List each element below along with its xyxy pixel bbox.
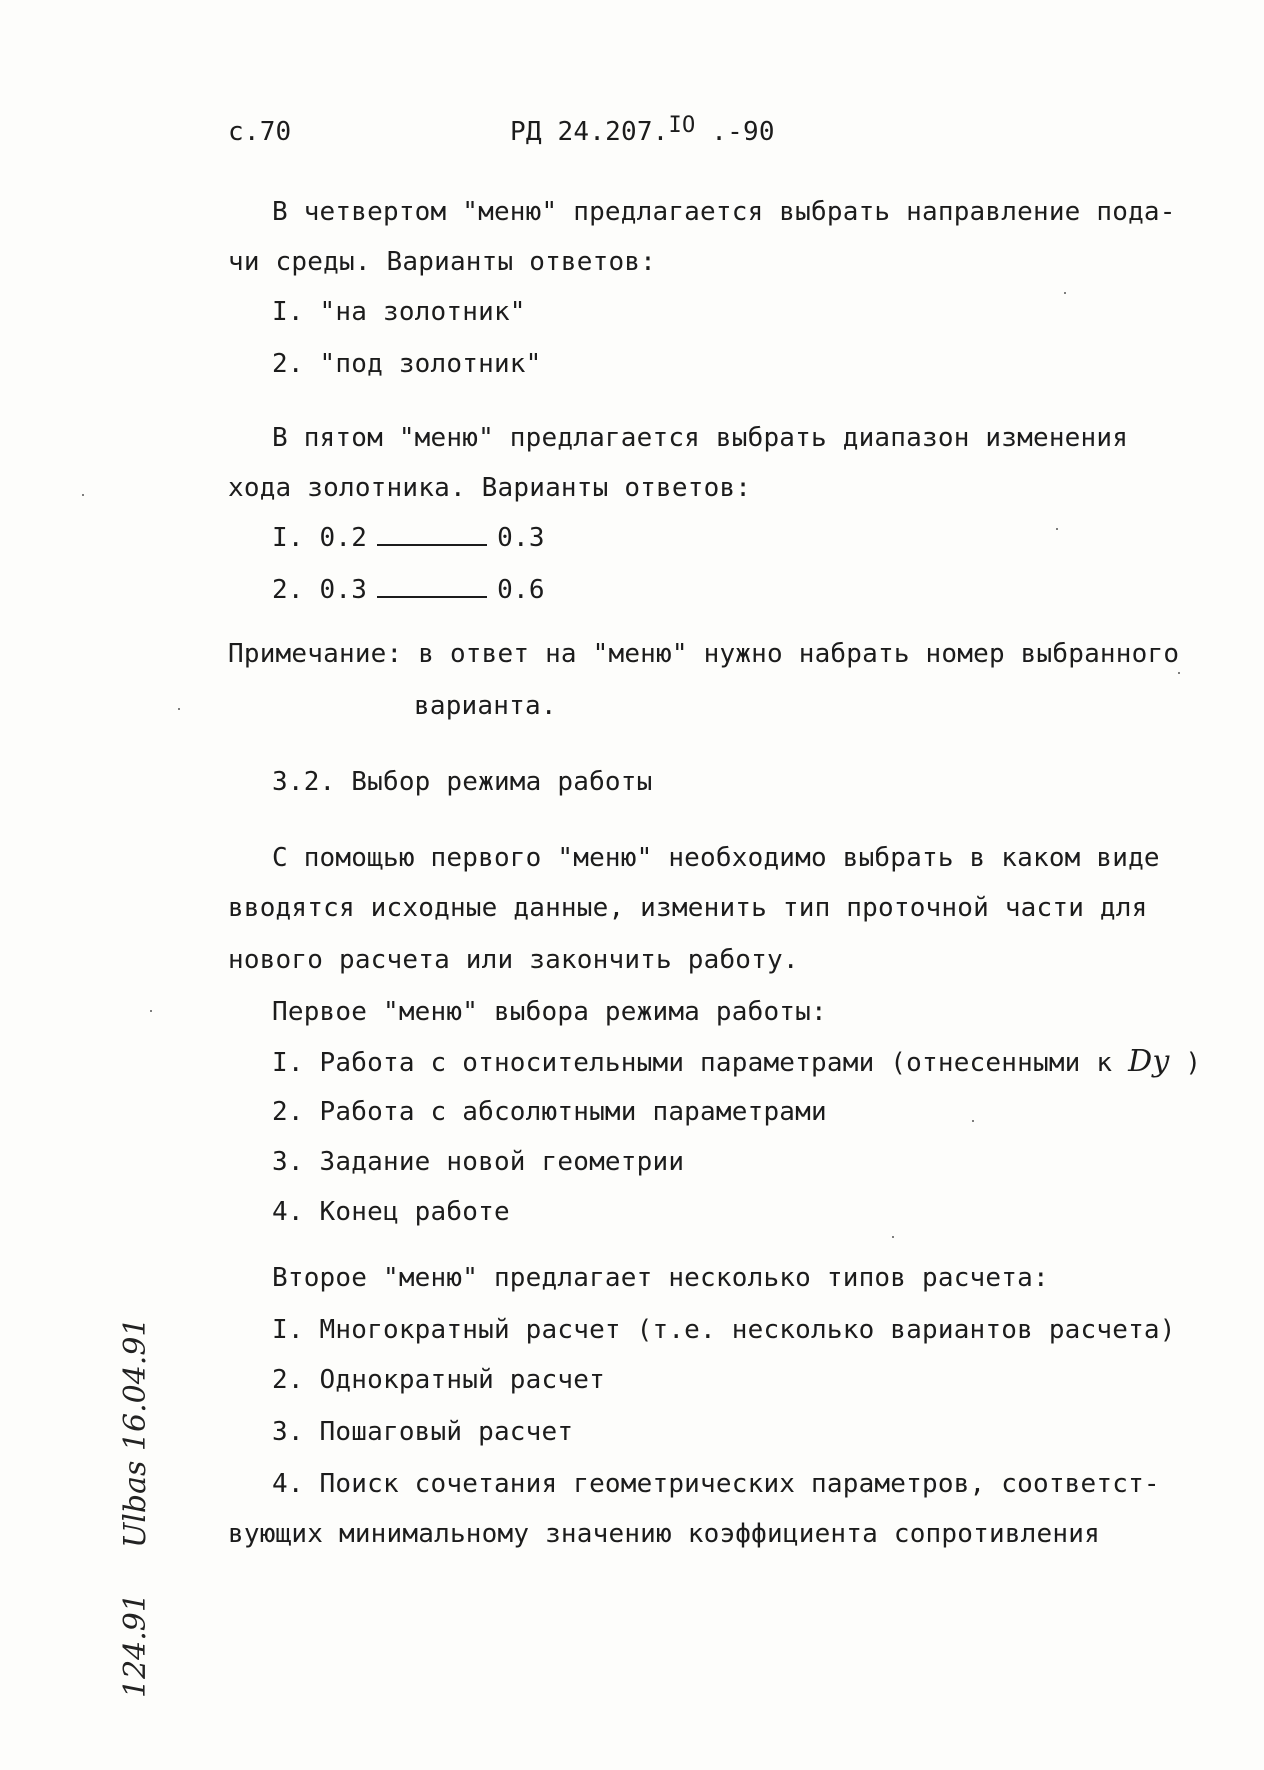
- section-para-line1: С помощью первого "меню" необходимо выбрать в каком виде: [272, 843, 1160, 873]
- page-number: с.70: [228, 117, 292, 147]
- second-menu-title: Второе "меню" предлагает несколько типов расчета:: [272, 1263, 1049, 1293]
- menu5-range-1: [272, 522, 545, 554]
- section-para-line2: вводятся исходные данные, изменить тип проточной части для: [228, 893, 1148, 923]
- menu5-intro-line2: хода золотника. Варианты ответов:: [228, 473, 752, 503]
- menu4-option-1: I. "на золотник": [272, 297, 526, 327]
- section-heading: 3.2. Выбор режима работы: [272, 767, 653, 797]
- handwritten-signature-note: Ulbas 16.04.91: [118, 1317, 153, 1548]
- document-code-number: IO: [668, 113, 696, 138]
- second-menu-item-3: 3. Пошаговый расчет: [272, 1417, 574, 1447]
- note-line1: Примечание: в ответ на "меню" нужно набрать номер выбранного: [228, 639, 1180, 669]
- dy-symbol: Dy: [1128, 1044, 1170, 1079]
- scan-speck: [178, 708, 180, 710]
- menu5-range-2: [272, 574, 545, 606]
- second-menu-item-1: I. Многократный расчет (т.е. несколько вариантов расчета): [272, 1315, 1176, 1345]
- note-line2: варианта.: [414, 691, 557, 721]
- document-code-prefix: РД 24.207.: [510, 117, 669, 147]
- menu4-intro-line2: чи среды. Варианты ответов:: [228, 247, 657, 277]
- handwritten-date-note: 124.91: [118, 1593, 153, 1698]
- second-menu-item-2: 2. Однократный расчет: [272, 1365, 605, 1395]
- second-menu-item-4: 4. Поиск сочетания геометрических параметров, соответст-: [272, 1469, 1160, 1499]
- first-menu-title: Первое "меню" выбора режима работы:: [272, 997, 827, 1027]
- first-menu-item-4: 4. Конец работе: [272, 1197, 510, 1227]
- scan-speck: [150, 1010, 152, 1012]
- scan-speck: [972, 1120, 974, 1122]
- first-menu-item-1-text: I. Работа с относительными параметрами (отнесенными к: [272, 1048, 1129, 1078]
- scan-speck: [1064, 292, 1066, 294]
- document-code-suffix: .-90: [695, 117, 775, 147]
- first-menu-item-3: 3. Задание новой геометрии: [272, 1147, 685, 1177]
- menu4-intro-line1: В четвертом "меню" предлагается выбрать направление пода-: [272, 197, 1176, 227]
- document-code: [510, 113, 775, 150]
- first-menu-item-1-close: ): [1169, 1048, 1202, 1078]
- range-1-from: I. 0.2: [272, 523, 368, 553]
- first-menu-item-2: 2. Работа с абсолютными параметрами: [272, 1097, 827, 1127]
- second-menu-item-4-cont: вующих минимальному значению коэффициента сопротивления: [228, 1519, 1100, 1549]
- range-1-to: 0.3: [497, 523, 545, 553]
- menu5-intro-line1: В пятом "меню" предлагается выбрать диапазон изменения: [272, 423, 1129, 453]
- scan-speck: [1178, 672, 1180, 674]
- range-2-from: 2. 0.3: [272, 575, 368, 605]
- menu4-option-2: 2. "под золотник": [272, 349, 542, 379]
- scan-speck: [1056, 528, 1058, 530]
- scan-speck: [892, 1236, 894, 1238]
- range-dash: [377, 578, 487, 598]
- first-menu-item-1: [272, 1046, 1201, 1079]
- range-2-to: 0.6: [497, 575, 545, 605]
- scan-speck: [82, 494, 84, 496]
- range-dash: [377, 526, 487, 546]
- section-para-line3: нового расчета или закончить работу.: [228, 945, 799, 975]
